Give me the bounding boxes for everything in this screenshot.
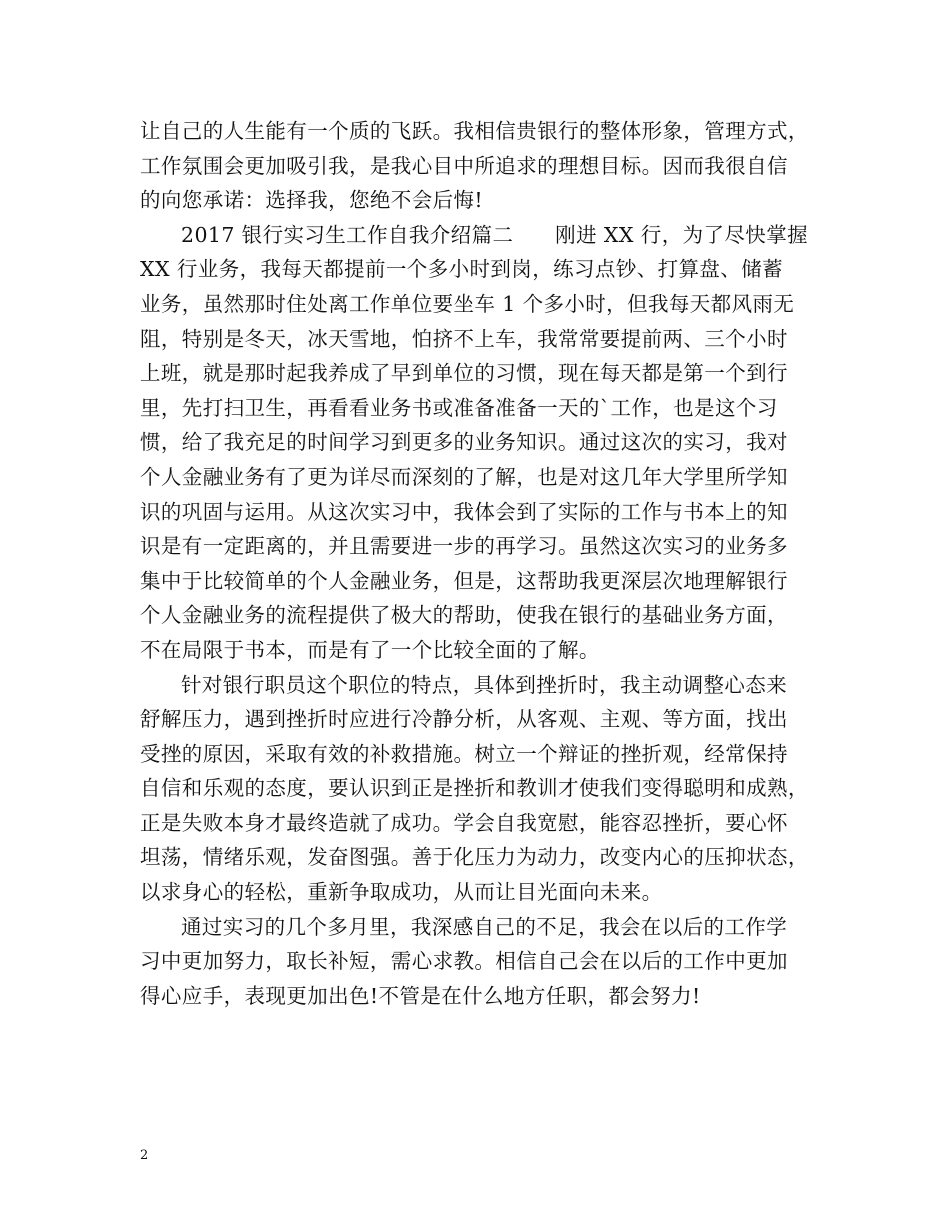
text-line: 里，先打扫卫生，再看看业务书或准备准备一天的`工作，也是这个习 bbox=[140, 395, 778, 420]
text-line: 工作氛围会更加吸引我，是我心目中所追求的理想目标。因而我很自信 bbox=[140, 153, 788, 178]
text-line: XX 行业务，我每天都提前一个多小时到岗，练习点钞、打算盘、储蓄 bbox=[140, 257, 784, 282]
paragraph-start-line: 针对银行职员这个职位的特点，具体到挫折时，我主动调整心态来 bbox=[181, 672, 788, 697]
document-body bbox=[140, 114, 820, 1013]
text-line: 不在局限于书本，而是有了一个比较全面的了解。 bbox=[140, 637, 600, 662]
text-line: 习中更加努力，取长补短，需心求教。相信自己会在以后的工作中更加 bbox=[140, 949, 788, 974]
text-line: 舒解压力，遇到挫折时应进行冷静分析，从客观、主观、等方面，找出 bbox=[140, 707, 788, 732]
text-line: 受挫的原因，采取有效的补救措施。树立一个辩证的挫折观，经常保持 bbox=[140, 741, 788, 766]
text-line: 集中于比较简单的个人金融业务，但是，这帮助我更深层次地理解银行 bbox=[140, 568, 788, 593]
paragraph-start-line: 通过实习的几个多月里，我深感自己的不足，我会在以后的工作学 bbox=[181, 914, 788, 939]
text-line: 阻，特别是冬天，冰天雪地，怕挤不上车，我常常要提前两、三个小时 bbox=[140, 326, 788, 351]
text-line: 的向您承诺：选择我，您绝不会后悔! bbox=[140, 188, 484, 213]
page-number: 2 bbox=[140, 1148, 149, 1163]
text-line: 识的巩固与运用。从这次实习中，我体会到了实际的工作与书本上的知 bbox=[140, 499, 788, 524]
paragraph-start-line: 2017 银行实习生工作自我介绍篇二 刚进 XX 行，为了尽快掌握 bbox=[181, 222, 809, 247]
text-line: 惯，给了我充足的时间学习到更多的业务知识。通过这次的实习，我对 bbox=[140, 430, 788, 455]
text-line: 个人金融业务有了更为详尽而深刻的了解，也是对这几年大学里所学知 bbox=[140, 464, 788, 489]
text-line: 让自己的人生能有一个质的飞跃。我相信贵银行的整体形象，管理方式， bbox=[140, 119, 809, 143]
text-line: 识是有一定距离的，并且需要进一步的再学习。虽然这次实习的业务多 bbox=[140, 534, 788, 559]
text-line: 自信和乐观的态度，要认识到正是挫折和教训才使我们变得聪明和成熟， bbox=[140, 776, 809, 801]
text-line: 得心应手，表现更加出色!不管是在什么地方任职，都会努力! bbox=[140, 983, 701, 1008]
text-line: 正是失败本身才最终造就了成功。学会自我宽慰，能容忍挫折，要心怀 bbox=[140, 810, 788, 835]
text-line: 上班，就是那时起我养成了早到单位的习惯，现在每天都是第一个到行 bbox=[140, 361, 788, 386]
text-line: 个人金融业务的流程提供了极大的帮助，使我在银行的基础业务方面， bbox=[140, 603, 788, 628]
text-line: 业务，虽然那时住处离工作单位要坐车 1 个多小时，但我每天都风雨无 bbox=[140, 291, 795, 316]
text-line: 坦荡，情绪乐观，发奋图强。善于化压力为动力，改变内心的压抑状态， bbox=[140, 845, 809, 870]
text-line: 以求身心的轻松，重新争取成功，从而让目光面向未来。 bbox=[140, 880, 663, 905]
